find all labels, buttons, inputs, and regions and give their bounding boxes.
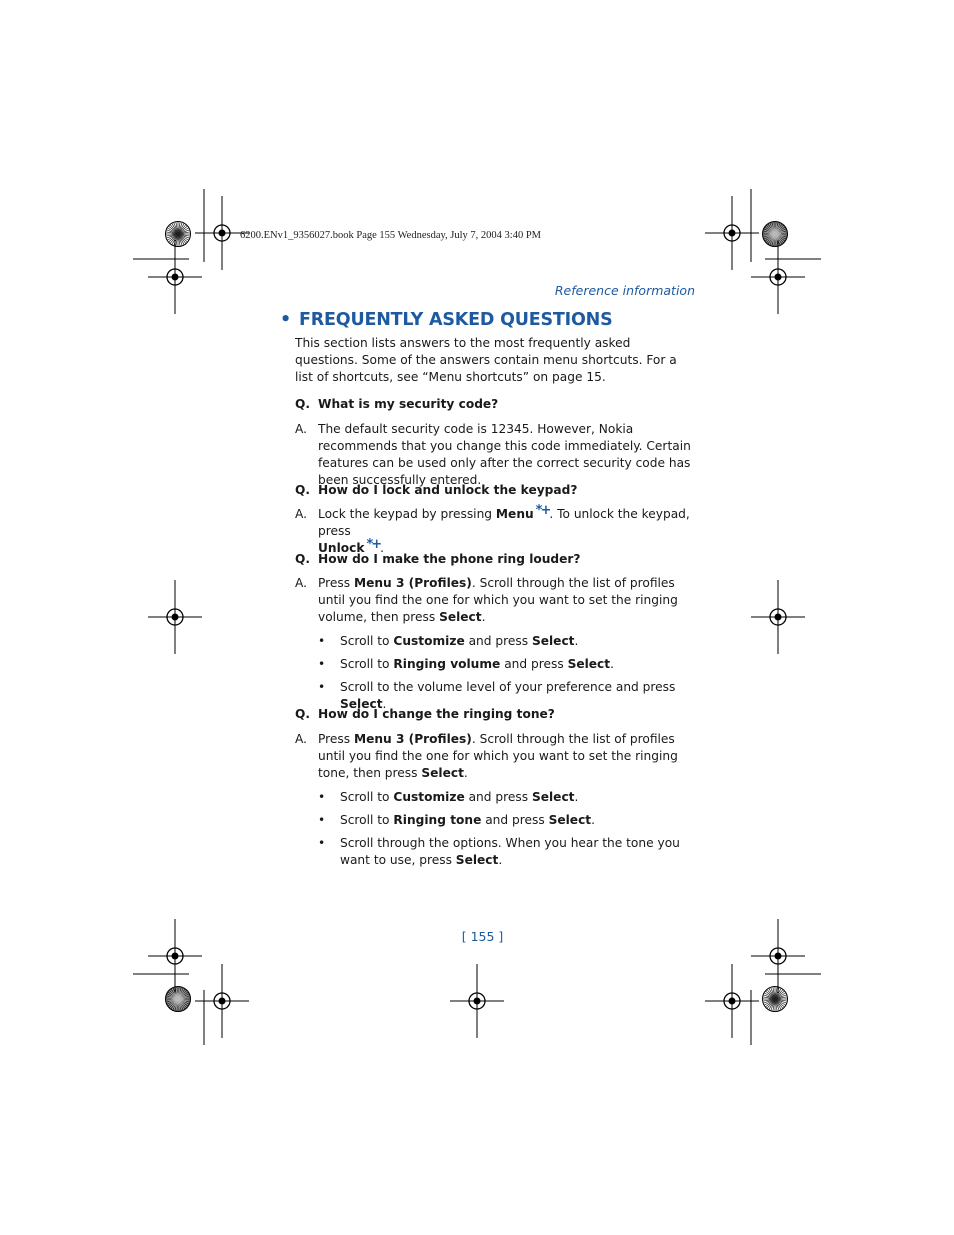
bullet-marker: • bbox=[318, 634, 326, 648]
registration-target-icon bbox=[148, 240, 202, 314]
a-label: A. bbox=[295, 507, 307, 521]
answer-2 bbox=[295, 503, 697, 557]
bullet-marker: • bbox=[318, 836, 326, 850]
select-keyword: Select bbox=[455, 853, 499, 867]
registration-rosette-icon bbox=[166, 987, 191, 1012]
answer-text bbox=[318, 731, 697, 782]
star-key-icon: *+ bbox=[366, 537, 381, 552]
question-text: How do I change the ringing tone? bbox=[318, 707, 555, 721]
answer-text-part: . bbox=[380, 541, 385, 555]
customize-keyword: Customize bbox=[393, 790, 465, 804]
menu-keyword: Menu bbox=[495, 507, 534, 521]
intro-paragraph: This section lists answers to the most frequently asked questions. Some of the answers contain menu shortcuts. For a list of shortcuts, see “Menu shortcuts” on page 15. bbox=[295, 336, 677, 384]
answer-1 bbox=[295, 421, 697, 489]
answer-text bbox=[318, 575, 697, 626]
ringing-volume-keyword: Ringing volume bbox=[393, 657, 501, 671]
step-text-part: Scroll through the options. When you hear the tone you want to use, press bbox=[340, 836, 680, 867]
step-text-part: and press bbox=[481, 813, 549, 827]
step-text bbox=[340, 656, 698, 673]
bullet-marker: • bbox=[318, 813, 326, 827]
step-text-part: . bbox=[591, 813, 595, 827]
step-text bbox=[340, 633, 698, 650]
answer-text-part: . bbox=[463, 766, 468, 780]
answer-text-part: . To unlock the keypad, press bbox=[318, 507, 690, 538]
registration-target-icon bbox=[751, 919, 805, 993]
title-text: FREQUENTLY ASKED QUESTIONS bbox=[299, 310, 613, 330]
step-text-part: Scroll to bbox=[340, 657, 394, 671]
select-keyword: Select bbox=[548, 813, 592, 827]
step-text bbox=[340, 789, 698, 806]
q-label: Q. bbox=[295, 397, 310, 411]
select-keyword: Select bbox=[439, 610, 482, 624]
step-bullet bbox=[318, 789, 698, 806]
question-2 bbox=[295, 483, 577, 497]
answer-text-part: Lock the keypad by pressing bbox=[318, 507, 496, 521]
bullet-marker: • bbox=[318, 680, 326, 694]
answer-text bbox=[318, 503, 697, 557]
step-text-part: and press bbox=[464, 634, 532, 648]
step-text-part: Scroll to bbox=[340, 813, 394, 827]
step-text-part: and press bbox=[464, 790, 532, 804]
answer-4 bbox=[295, 731, 697, 782]
step-text bbox=[340, 812, 698, 829]
select-keyword: Select bbox=[567, 657, 611, 671]
step-text-part: Scroll to bbox=[340, 634, 394, 648]
q-label: Q. bbox=[295, 707, 310, 721]
registration-target-icon bbox=[148, 580, 202, 654]
file-header: 6200.ENv1_9356027.book Page 155 Wednesday, July 7, 2004 3:40 PM bbox=[240, 230, 542, 241]
page-number: [ 155 ] bbox=[461, 929, 504, 944]
step-text-part: . bbox=[574, 790, 579, 804]
answer-text: The default security code is 12345. However, Nokia recommends that you change this code immediately. Certain features can be used only after the correct security code has been successfully entered. bbox=[318, 422, 691, 487]
step-bullet bbox=[318, 633, 698, 650]
menu-keyword: Menu 3 (Profiles) bbox=[353, 732, 472, 746]
menu-keyword: Menu 3 (Profiles) bbox=[353, 576, 472, 590]
step-text-part: . bbox=[382, 697, 387, 711]
step-text-part: Scroll to the volume level of your preference and press bbox=[340, 680, 676, 694]
ringing-tone-keyword: Ringing tone bbox=[393, 813, 482, 827]
step-text-part: Scroll to bbox=[340, 790, 394, 804]
step-text-part: . bbox=[574, 634, 579, 648]
question-text: What is my security code? bbox=[318, 397, 499, 411]
q-label: Q. bbox=[295, 483, 310, 497]
star-key-icon: *+ bbox=[535, 503, 550, 518]
registration-target-icon bbox=[751, 240, 805, 314]
q-label: Q. bbox=[295, 552, 310, 566]
section-title bbox=[280, 310, 613, 330]
bullet-marker: • bbox=[318, 790, 326, 804]
registration-target-icon bbox=[450, 964, 504, 1038]
answer-text-part: . Scroll through the list of profiles until you find the one for which you want to set the ringing tone, then press bbox=[318, 732, 678, 780]
answer-text-part: Press bbox=[318, 576, 354, 590]
registration-rosette-icon bbox=[166, 222, 191, 247]
step-text bbox=[340, 835, 698, 869]
question-text: How do I lock and unlock the keypad? bbox=[318, 483, 578, 497]
answer-text-part: . Scroll through the list of profiles until you find the one for which you want to set the ringing volume, then press bbox=[318, 576, 678, 624]
select-keyword: Select bbox=[531, 790, 575, 804]
registration-rosette-icon bbox=[763, 987, 788, 1012]
registration-rosette-icon bbox=[763, 222, 788, 247]
a-label: A. bbox=[295, 576, 307, 590]
select-keyword: Select bbox=[531, 634, 575, 648]
answer-text-part: Press bbox=[318, 732, 354, 746]
a-label: A. bbox=[295, 732, 307, 746]
answer-text-part: . bbox=[481, 610, 486, 624]
question-1 bbox=[295, 397, 498, 411]
customize-keyword: Customize bbox=[393, 634, 465, 648]
a-label: A. bbox=[295, 422, 307, 436]
select-keyword: Select bbox=[421, 766, 464, 780]
step-bullet bbox=[318, 835, 698, 869]
registration-target-icon bbox=[148, 919, 202, 993]
bullet-marker: • bbox=[318, 657, 326, 671]
unlock-keyword: Unlock bbox=[318, 541, 365, 555]
title-bullet: • bbox=[280, 310, 291, 330]
question-text: How do I make the phone ring louder? bbox=[318, 552, 581, 566]
answer-3 bbox=[295, 575, 697, 626]
question-4 bbox=[295, 707, 555, 721]
step-bullet bbox=[318, 812, 698, 829]
step-text-part: and press bbox=[500, 657, 568, 671]
step-text-part: . bbox=[610, 657, 614, 671]
registration-target-icon bbox=[195, 964, 249, 1038]
running-head: Reference information bbox=[554, 283, 695, 298]
step-bullet bbox=[318, 656, 698, 673]
registration-target-icon bbox=[751, 580, 805, 654]
step-text-part: . bbox=[498, 853, 503, 867]
question-3 bbox=[295, 552, 581, 566]
select-keyword: Select bbox=[340, 697, 383, 711]
